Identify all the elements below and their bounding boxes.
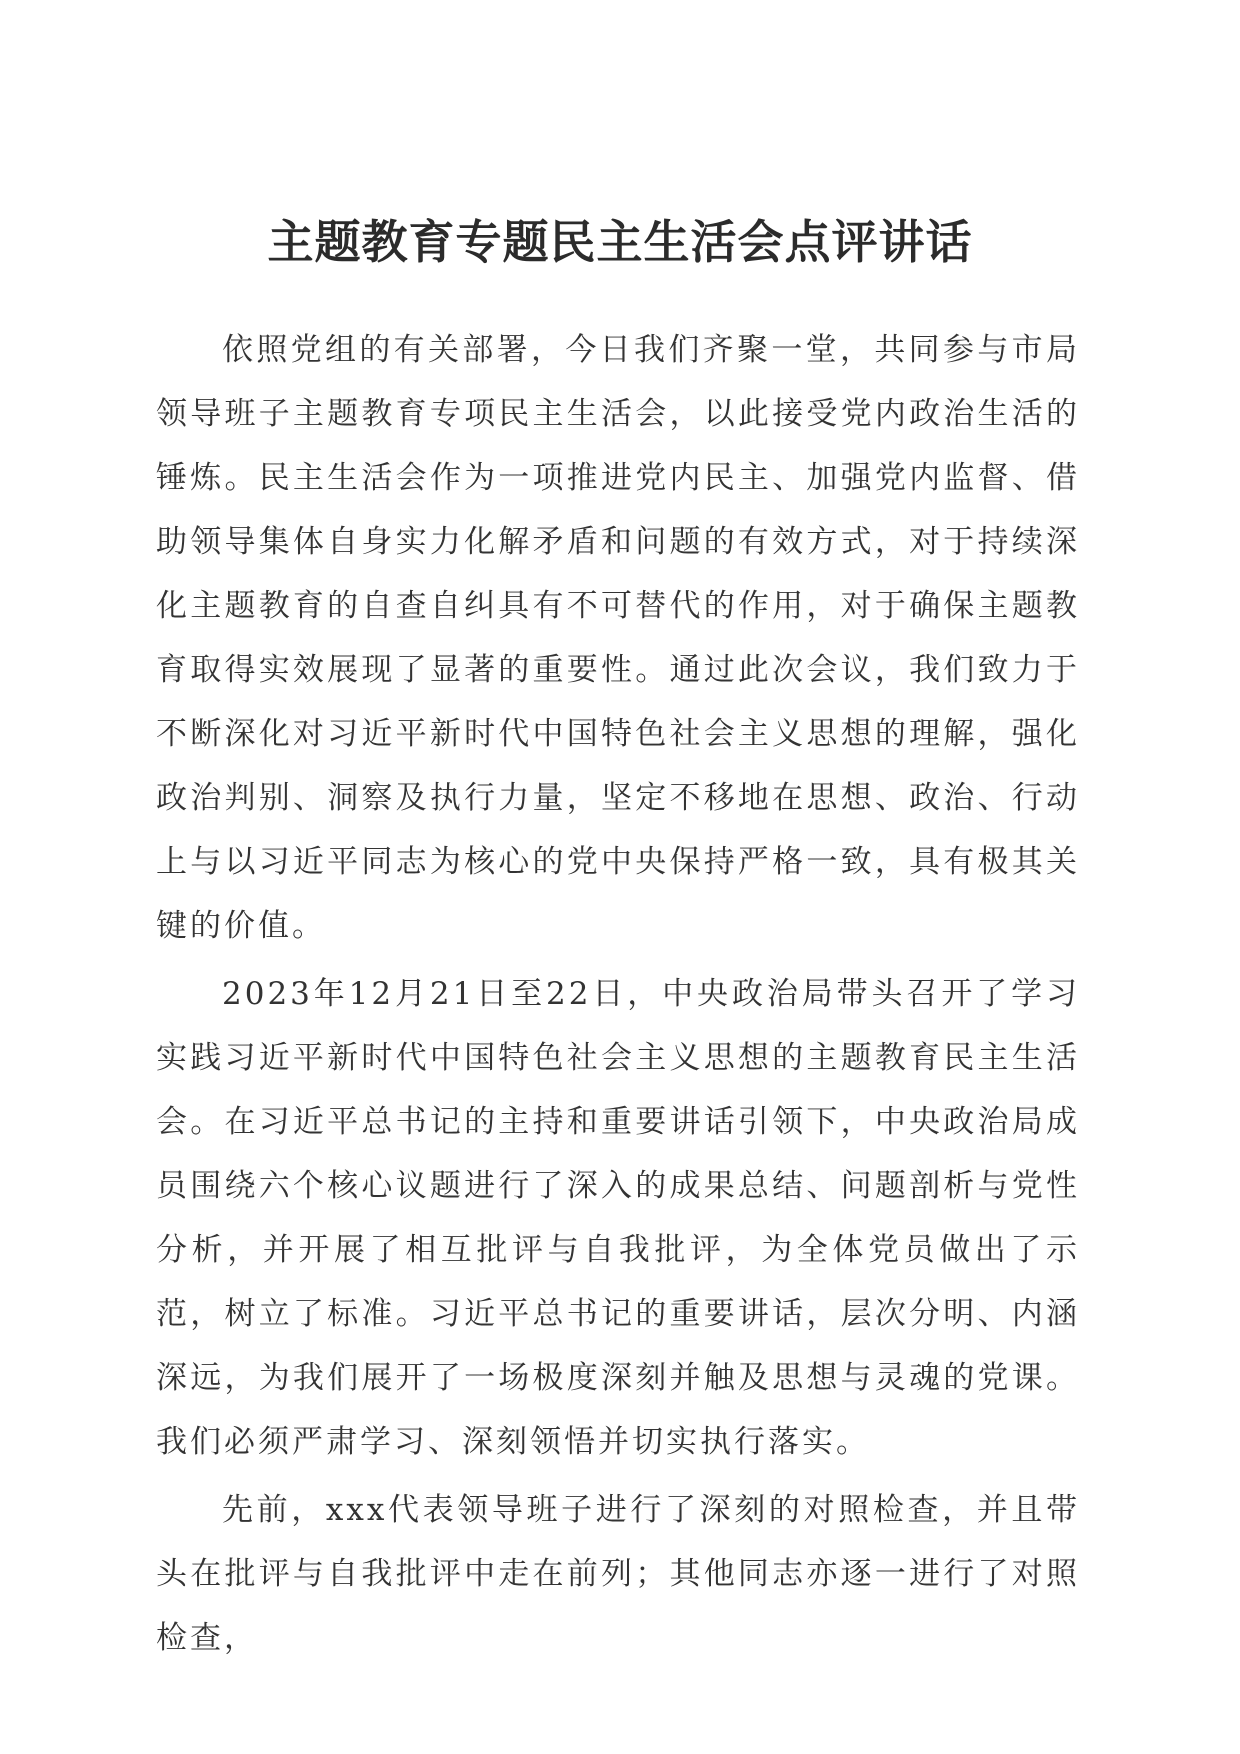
document-title: 主题教育专题民主生活会点评讲话 bbox=[267, 215, 973, 269]
paragraph-3: 先前，xxx代表领导班子进行了深刻的对照检查，并且带头在批评与自我批评中走在前列；其他同志亦逐一进行了对照检查， bbox=[156, 1492, 1080, 1656]
paragraph-1: 依照党组的有关部署，今日我们齐聚一堂，共同参与市局领导班子主题教育专项民主生活会，以此接受党内政治生活的锤炼。民主生活会作为一项推进党内民主、加强党内监督、借助领导集体自身实力化解矛盾和问题的有效方式，对于持续深化主题教育的自查自纠具有不可替代的作用，对于确保主题教育取得实效展现了显著的重要性。通过此次会议，我们致力于不断深化对习近平新时代中国特色社会主义思想的理解，强化政治判别、洞察及执行力量，坚定不移地在思想、政治、行动上与以习近平同志为核心的党中央保持严格一致，具有极其关键的价值。 bbox=[156, 332, 1080, 944]
document-body bbox=[156, 318, 1080, 1670]
paragraph-2: 2023年12月21日至22日，中央政治局带头召开了学习实践习近平新时代中国特色社会主义思想的主题教育民主生活会。在习近平总书记的主持和重要讲话引领下，中央政治局成员围绕六个核心议题进行了深入的成果总结、问题剖析与党性分析，并开展了相互批评与自我批评，为全体党员做出了示范，树立了标准。习近平总书记的重要讲话，层次分明、内涵深远，为我们展开了一场极度深刻并触及思想与灵魂的党课。我们必须严肃学习、深刻领悟并切实执行落实。 bbox=[156, 976, 1080, 1460]
